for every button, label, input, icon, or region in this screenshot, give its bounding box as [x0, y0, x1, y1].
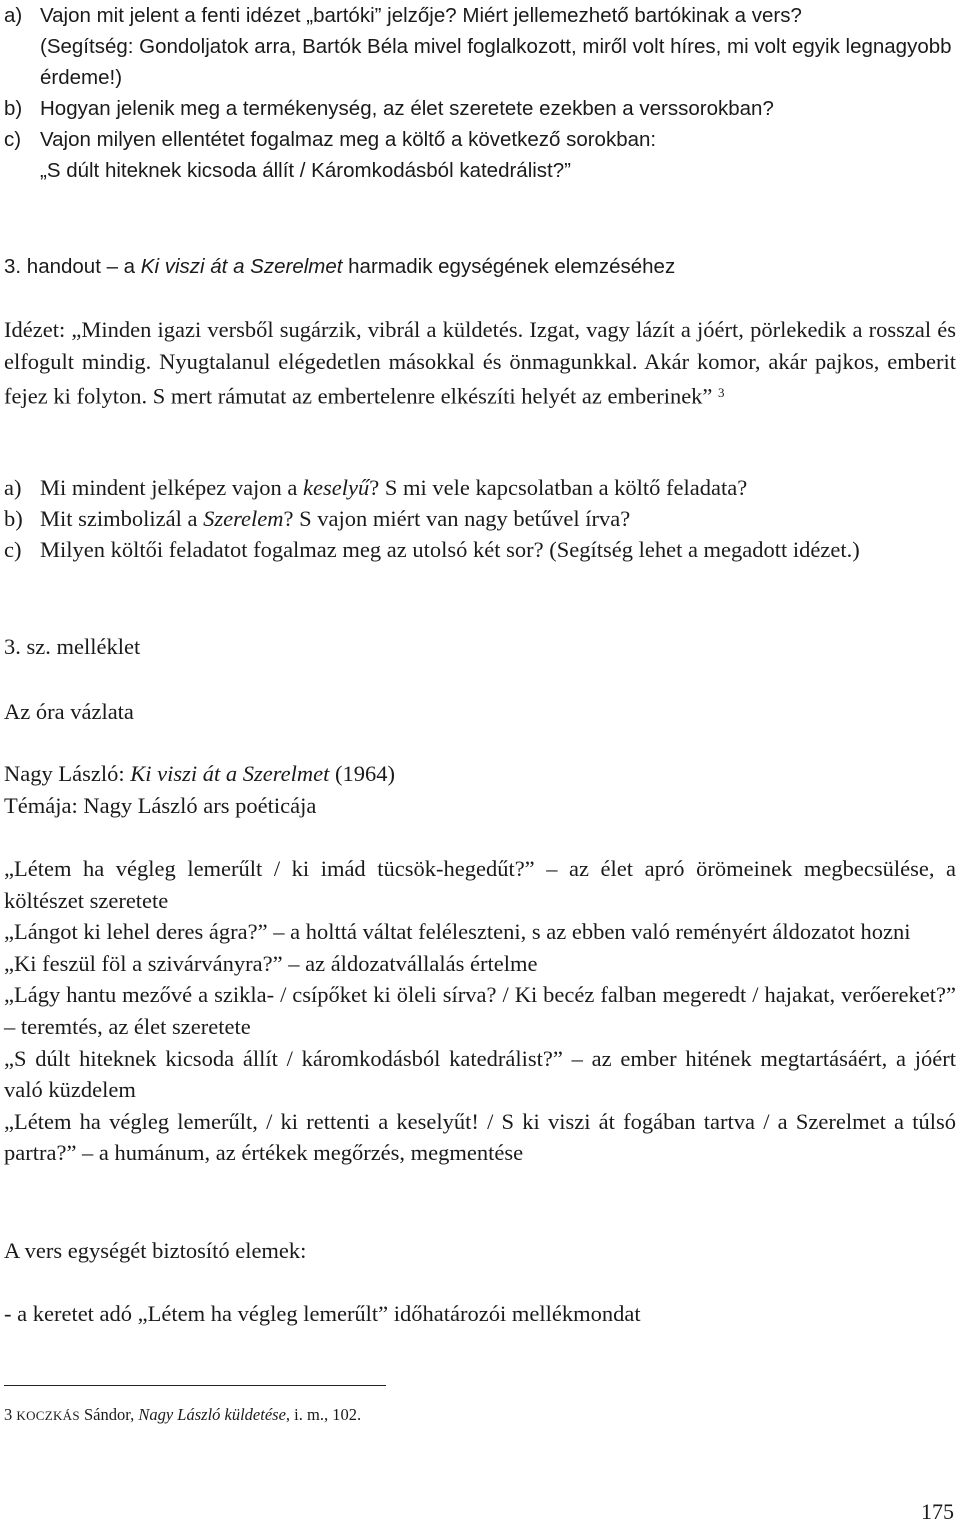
- analysis-item: „Lángot ki lehel deres ágra?” – a holttá váltat feléleszteni, s az ebben való reményért áldozatot hozni: [4, 919, 911, 945]
- question-hint-top: (Segítség: Gondoljatok arra, Bartók Béla mivel foglalkozott, miről volt híres, mi volt egyik legnagyobb érdeme!): [40, 35, 952, 89]
- analysis-item: „S dúlt hiteknek kicsoda állít / káromkodásból katedrálist?” – az ember hitének megtartásáért, a jóért való küzdelem: [4, 1045, 956, 1103]
- quote-line: „S dúlt hiteknek kicsoda állít / Káromkodásból katedrálist?”: [40, 159, 571, 182]
- question-a-top: a) Vajon mit jelent a fenti idézet „bartóki” jelzője? Miért jellemezhető bartókinak a vers?: [4, 4, 802, 27]
- theme-line: Témája: Nagy László ars poéticája: [4, 793, 317, 818]
- analysis-item: „Létem ha végleg lemerűlt / ki imád tücsök-hegedűt?” – az élet apró örömeinek megbecsülése, a költészet szeretete: [4, 856, 956, 913]
- analysis-list: [4, 853, 956, 1169]
- ora-vazlata-heading: Az óra vázlata: [4, 699, 134, 724]
- question-b-top: b) Hogyan jelenik meg a termékenység, az élet szeretete ezekben a verssorokban?: [4, 97, 774, 120]
- top-questions: [4, 0, 956, 186]
- work-title: Nagy László: Ki viszi át a Szerelmet (1964): [4, 761, 395, 786]
- question-c-mid: c) Milyen költői feladatot fogalmaz meg az utolsó két sor? (Segítség lehet a megadott idézet.): [4, 537, 860, 562]
- analysis-item: „Ki feszül föl a szivárványra?” – az áldozatvállalás értelme: [4, 950, 538, 976]
- analysis-item: „Lágy hantu mezővé a szikla- / csípőket ki öleli sírva? / Ki becéz falban megeredt / hajakat, verőereket?” – teremtés, az élet szeretete: [4, 982, 956, 1039]
- analysis-item: „Létem ha végleg lemerűlt, / ki rettenti a keselyűt! / S ki viszi át fogában tartva / a Szerelmet a túlsó partra?” – a humánum, az értékek megőrzés, megmentése: [4, 1108, 956, 1166]
- footnote-divider: [4, 1385, 386, 1386]
- question-a-mid: a) Mi mindent jelképez vajon a keselyű? S mi vele kapcsolatban a költő feladata?: [4, 475, 748, 500]
- idezet-paragraph: Idézet: „Minden igazi versből sugárzik, vibrál a küldetés. Izgat, vagy lázít a jóért, pörlekedik a rosszal és elfogult mindig. Nyugtalanul elégedetlen másokkal és önmagunkkal. Akár komor, akár pajkos, emberit fejez ki folyton. S mert rámutat az embertelenre elkészíti helyét az emberinek” $^3$: [4, 317, 956, 409]
- question-b-mid: b) Mit szimbolizál a Szerelem? S vajon miért van nagy betűvel írva?: [4, 506, 631, 531]
- handout-heading: 3. handout – a Ki viszi át a Szerelmet harmadik egységének elemzéséhez: [4, 255, 676, 278]
- question-c-top: c) Vajon milyen ellentétet fogalmaz meg a költő a következő sorokban:: [4, 128, 657, 151]
- footnote-reference: 3: [718, 385, 725, 401]
- melleklet-heading: 3. sz. melléklet: [4, 634, 141, 659]
- unity-item: - a keretet adó „Létem ha végleg lemerűlt” időhatározói mellékmondat: [4, 1301, 641, 1326]
- footnote: 3 KOCZKÁS Sándor, Nagy László küldetése, i. m., 102.: [4, 1405, 362, 1424]
- page-number: 175: [921, 1499, 954, 1524]
- unity-heading: A vers egységét biztosító elemek:: [4, 1238, 307, 1263]
- middle-questions: [4, 472, 956, 565]
